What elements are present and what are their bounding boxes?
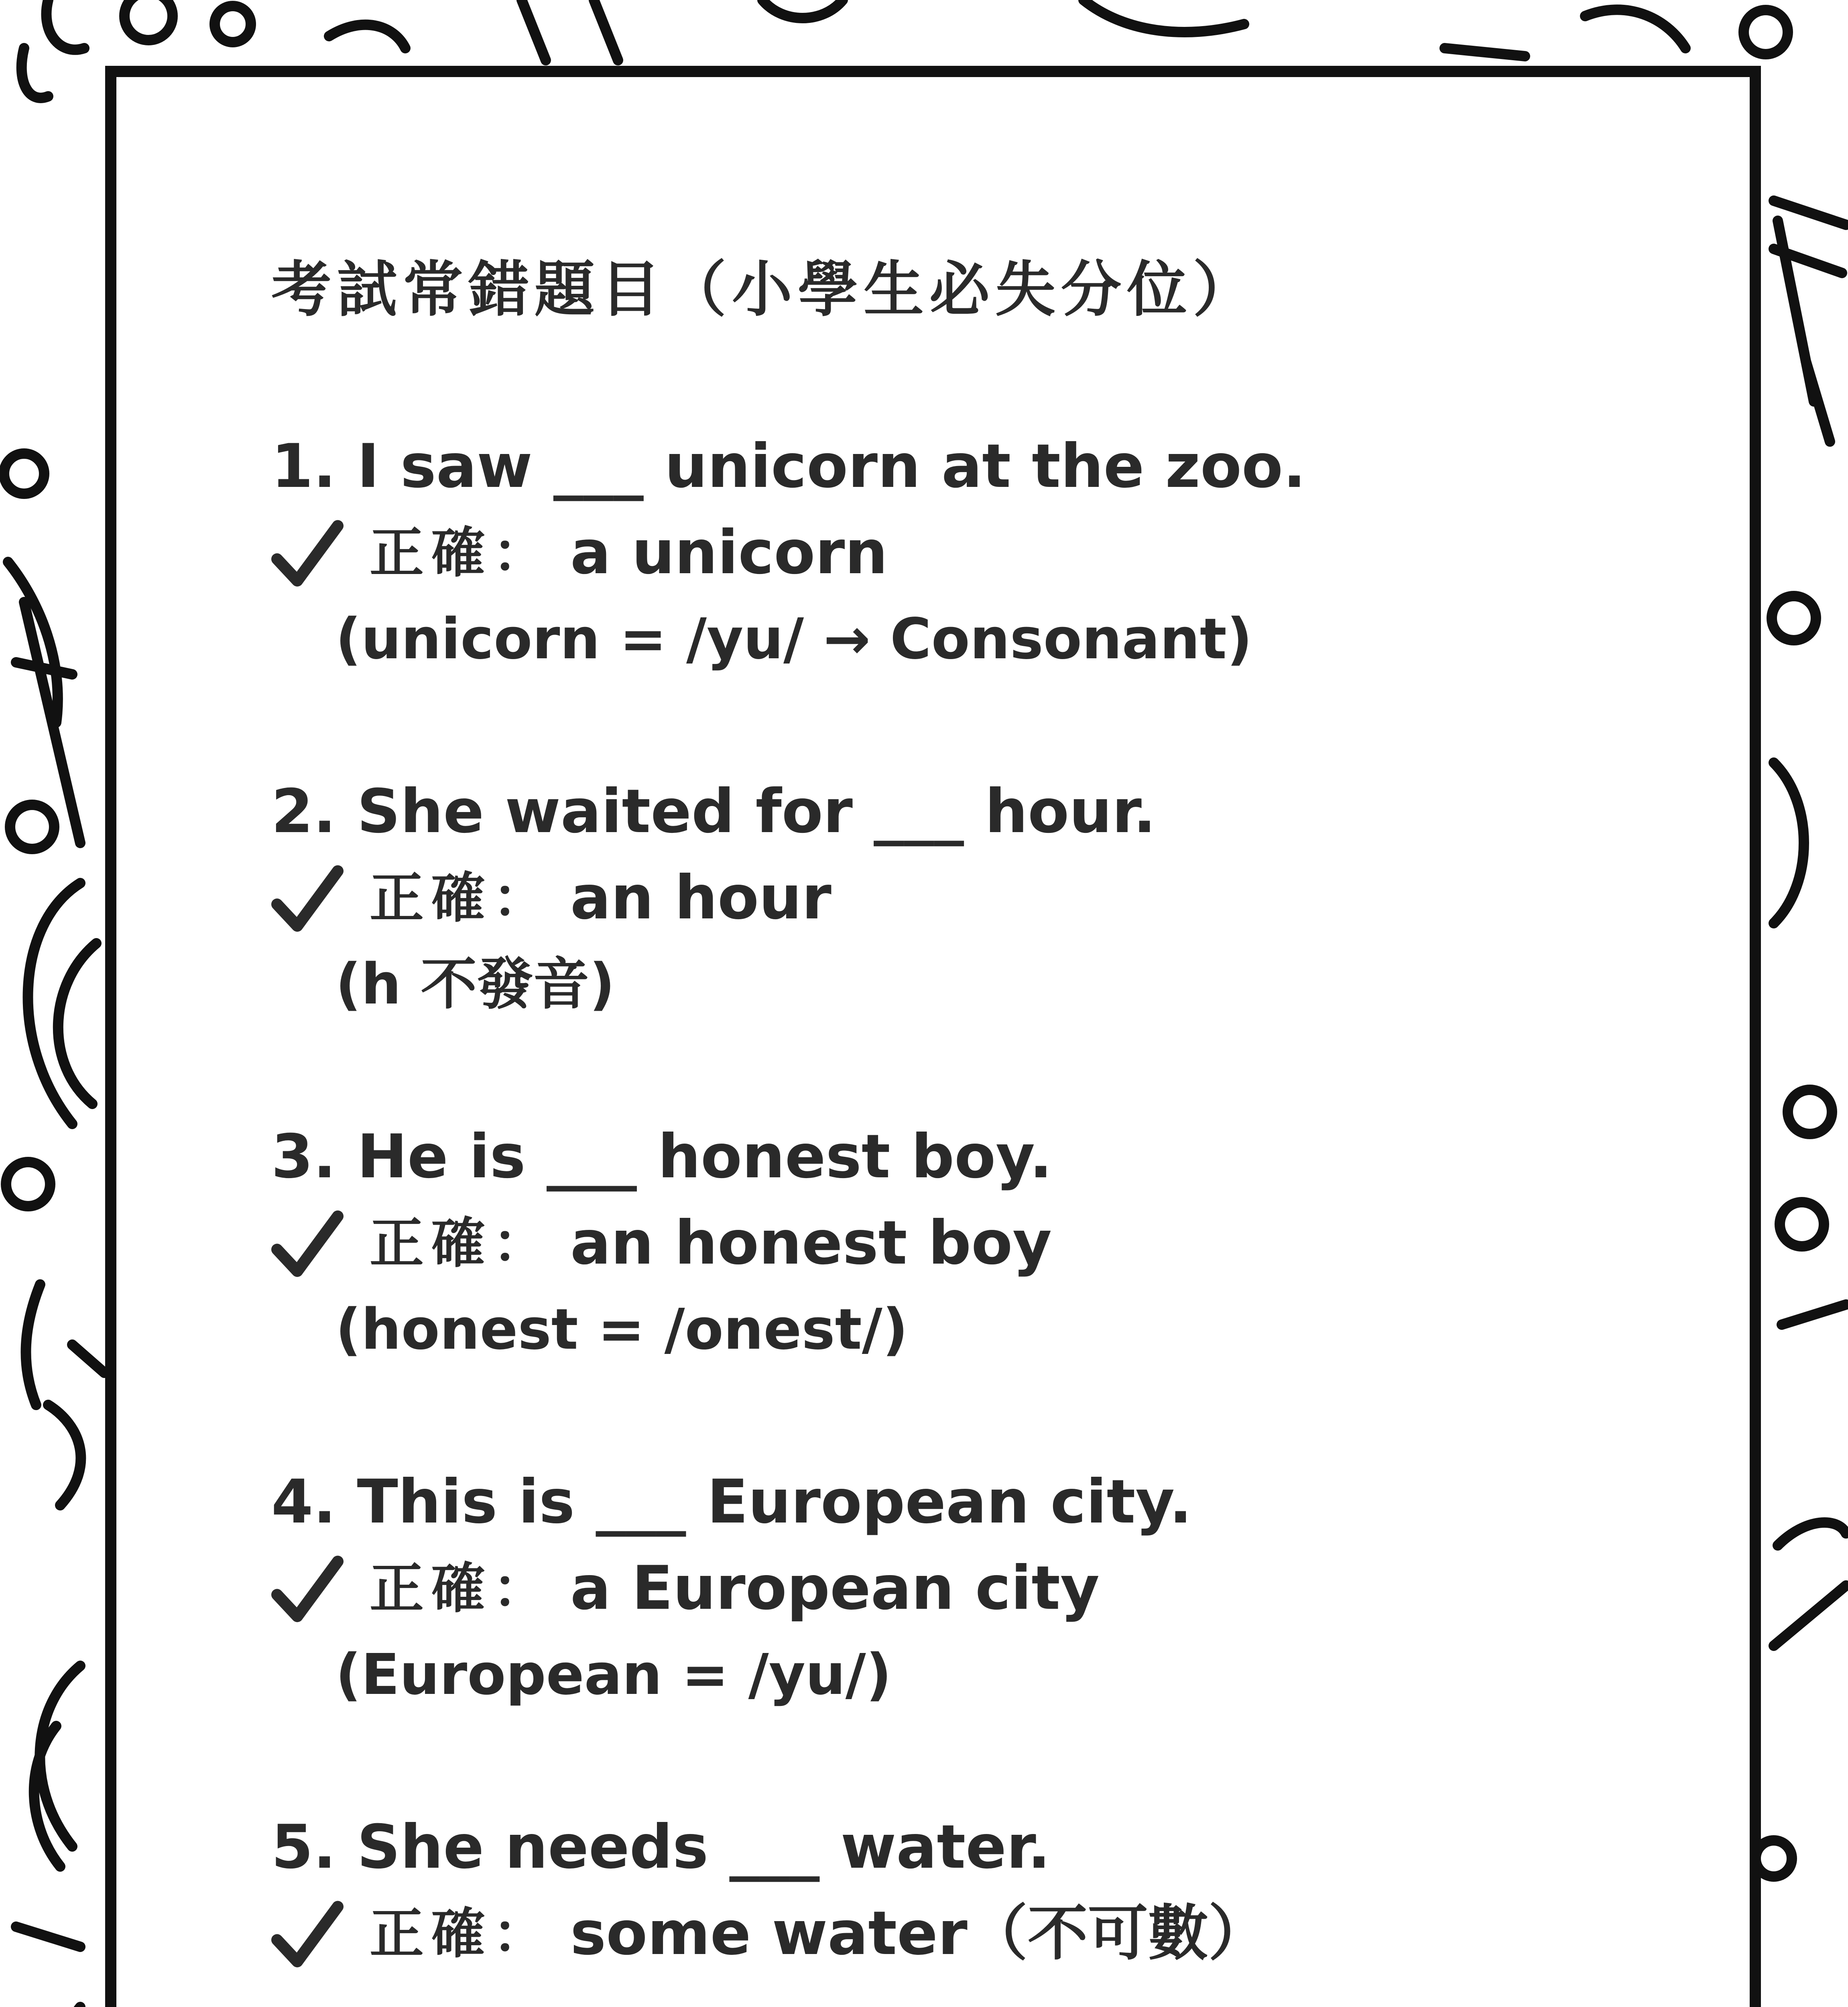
answer-prefix: 正確： bbox=[370, 867, 554, 930]
answer-line bbox=[271, 510, 1716, 596]
answer-note: (h 不發音) bbox=[335, 952, 615, 1017]
page-title: 考試常錯題目（小學生必失分位） bbox=[271, 255, 1259, 325]
checkmark-icon bbox=[271, 1209, 344, 1281]
answer-text: some water（不可數） bbox=[570, 1899, 1269, 1968]
answer-text: an hour bbox=[570, 863, 831, 933]
checkmark-icon bbox=[271, 864, 344, 936]
answer-text: a European city bbox=[570, 1553, 1100, 1623]
answer-prefix: 正確： bbox=[370, 1902, 554, 1965]
checkmark-icon bbox=[271, 1899, 344, 1972]
question-text: 2. She waited for ___ hour. bbox=[271, 777, 1156, 847]
answer-prefix: 正確： bbox=[370, 1212, 554, 1275]
checkmark-icon bbox=[271, 1554, 344, 1626]
answer-text: an honest boy bbox=[570, 1208, 1052, 1278]
question-item bbox=[271, 1459, 1716, 1718]
answer-prefix: 正確： bbox=[370, 521, 554, 584]
question-text: 5. She needs ___ water. bbox=[271, 1812, 1051, 1882]
checkmark-icon bbox=[271, 519, 344, 591]
answer-line bbox=[271, 1545, 1716, 1632]
question-text: 1. I saw ___ unicorn at the zoo. bbox=[271, 432, 1306, 501]
answer-note: (European = /yu/) bbox=[335, 1642, 892, 1708]
answer-line bbox=[271, 855, 1716, 941]
question-item bbox=[271, 769, 1716, 1028]
question-item bbox=[271, 1114, 1716, 1373]
answer-prefix: 正確： bbox=[370, 1557, 554, 1620]
answer-note: (unicorn = /yu/ → Consonant) bbox=[335, 607, 1252, 672]
answer-line bbox=[271, 1200, 1716, 1286]
answer-text: a unicorn bbox=[570, 518, 888, 588]
answer-note: (honest = /onest/) bbox=[335, 1297, 908, 1362]
question-text: 4. This is ___ European city. bbox=[271, 1467, 1192, 1537]
question-text: 3. He is ___ honest boy. bbox=[271, 1122, 1053, 1192]
question-item bbox=[271, 1804, 1716, 1977]
answer-line bbox=[271, 1891, 1716, 1977]
question-item bbox=[271, 423, 1716, 682]
